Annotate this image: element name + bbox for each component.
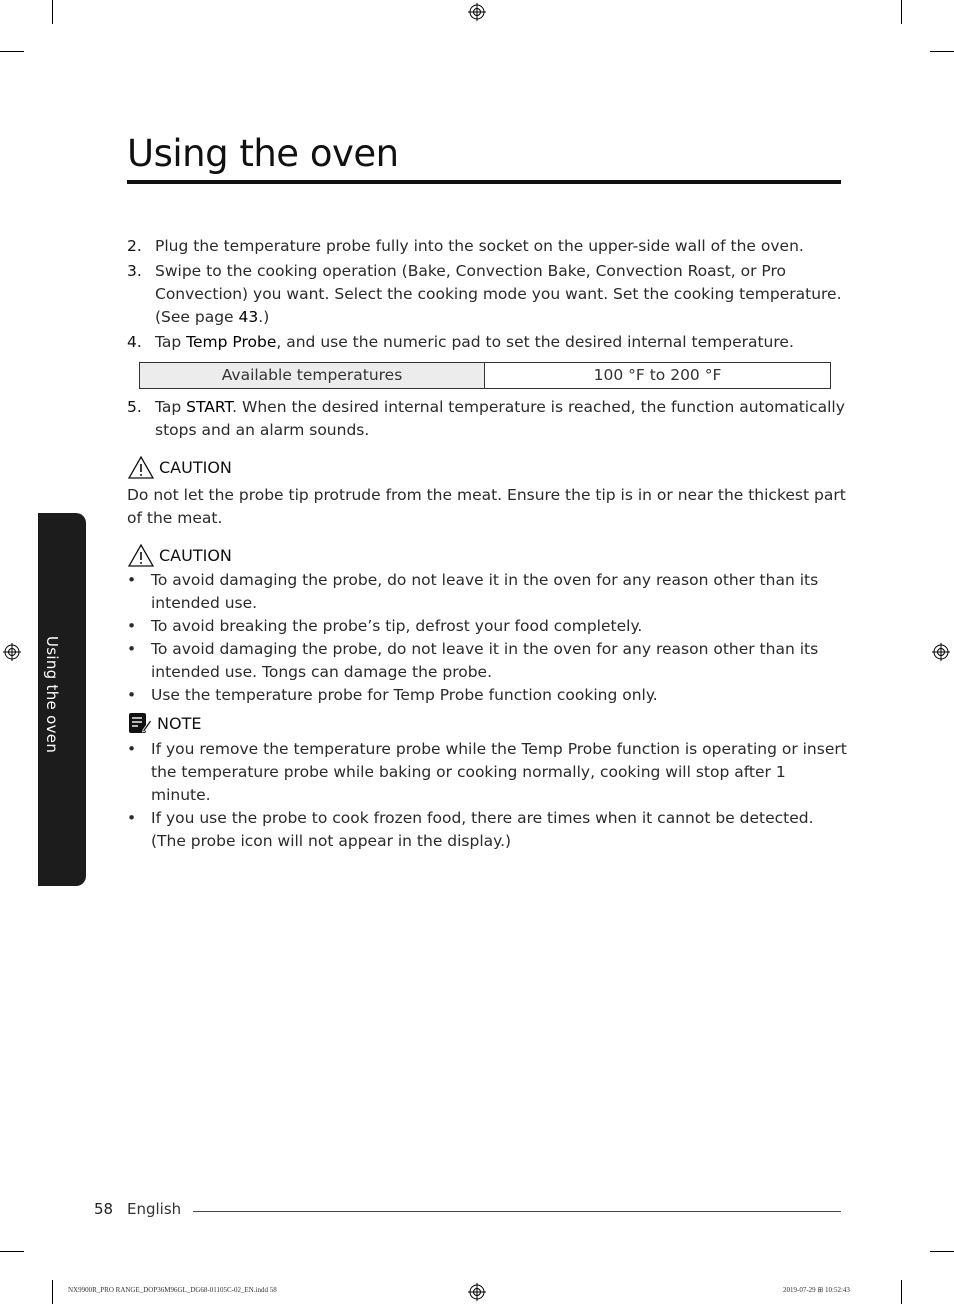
caution-heading: CAUTION: [128, 456, 232, 479]
list-item: • If you remove the temperature probe while the Temp Probe function is operating or insert the temperature probe while baking or cooking normally, cooking will stop after 1 minute.: [127, 740, 847, 804]
crop-mark: [0, 51, 24, 52]
crop-mark: [0, 1251, 24, 1252]
registration-mark-icon: [468, 3, 486, 21]
step-number: 4.: [127, 333, 142, 351]
step-number: 3.: [127, 262, 142, 280]
footer-rule: [193, 1211, 841, 1212]
crop-mark: [930, 51, 954, 52]
step-4: [127, 331, 847, 354]
list-item: • To avoid damaging the probe, do not leave it in the oven for any reason other than its intended use. Tongs can damage the probe.: [127, 640, 819, 681]
note-pencil-icon: [128, 712, 152, 734]
list-item: • To avoid breaking the probe’s tip, defrost your food completely.: [127, 617, 643, 635]
crop-mark: [901, 0, 902, 24]
footer-language: English: [127, 1200, 182, 1218]
ui-term: START: [186, 398, 233, 416]
note-heading: NOTE: [128, 712, 201, 734]
section-side-tab-label: Using the oven: [43, 636, 61, 754]
warning-triangle-icon: [128, 544, 154, 567]
caution-text: Do not let the probe tip protrude from the meat. Ensure the tip is in or near the thickest part of the meat.: [127, 486, 846, 527]
ui-term: Temp Probe: [186, 333, 277, 351]
step-text: Swipe to the cooking operation (Bake, Convection Bake, Convection Roast, or Pro Convection) you want. Select the cooking mode you want. Set the cooking temperature. (See page 43.): [155, 262, 842, 326]
list-item: • Use the temperature probe for Temp Probe function cooking only.: [127, 686, 658, 704]
page-reference: 43: [238, 308, 259, 326]
list-item: • If you use the probe to cook frozen food, there are times when it cannot be detected. (The probe icon will not appear in the display.): [127, 809, 814, 850]
step-number: 5.: [127, 398, 142, 416]
step-2: [127, 235, 847, 258]
step-text: Tap START. When the desired internal temperature is reached, the function automatically stops and an alarm sounds.: [155, 398, 845, 439]
warning-triangle-icon: [128, 456, 154, 479]
crop-mark: [901, 1280, 902, 1304]
page-title: Using the oven: [127, 132, 399, 175]
registration-mark-icon: [932, 643, 950, 661]
step-5: [127, 396, 847, 442]
table-label-cell: Available temperatures: [140, 363, 485, 388]
registration-mark-icon: [468, 1283, 486, 1301]
step-text: Plug the temperature probe fully into the socket on the upper-side wall of the oven.: [155, 237, 804, 255]
caution-heading: CAUTION: [128, 544, 232, 567]
step-3: [127, 260, 847, 329]
page-number: 58: [94, 1200, 114, 1218]
list-item: • To avoid damaging the probe, do not leave it in the oven for any reason other than its intended use.: [127, 571, 819, 612]
crop-mark: [52, 0, 53, 24]
title-rule: [127, 180, 841, 184]
crop-mark: [52, 1280, 53, 1304]
print-slug-left: NX9900R_PRO RANGE_DOP36M96GL_DG68-01105C-02_EN.indd 58: [68, 1286, 277, 1294]
crop-mark: [930, 1251, 954, 1252]
temperature-table: [139, 362, 831, 389]
step-text: Tap Temp Probe, and use the numeric pad to set the desired internal temperature.: [155, 333, 794, 351]
registration-mark-icon: [3, 643, 21, 661]
step-number: 2.: [127, 237, 142, 255]
print-slug-right: 2019-07-29 ⊞ 10:52:43: [783, 1286, 850, 1294]
table-value-cell: 100 °F to 200 °F: [593, 366, 722, 384]
